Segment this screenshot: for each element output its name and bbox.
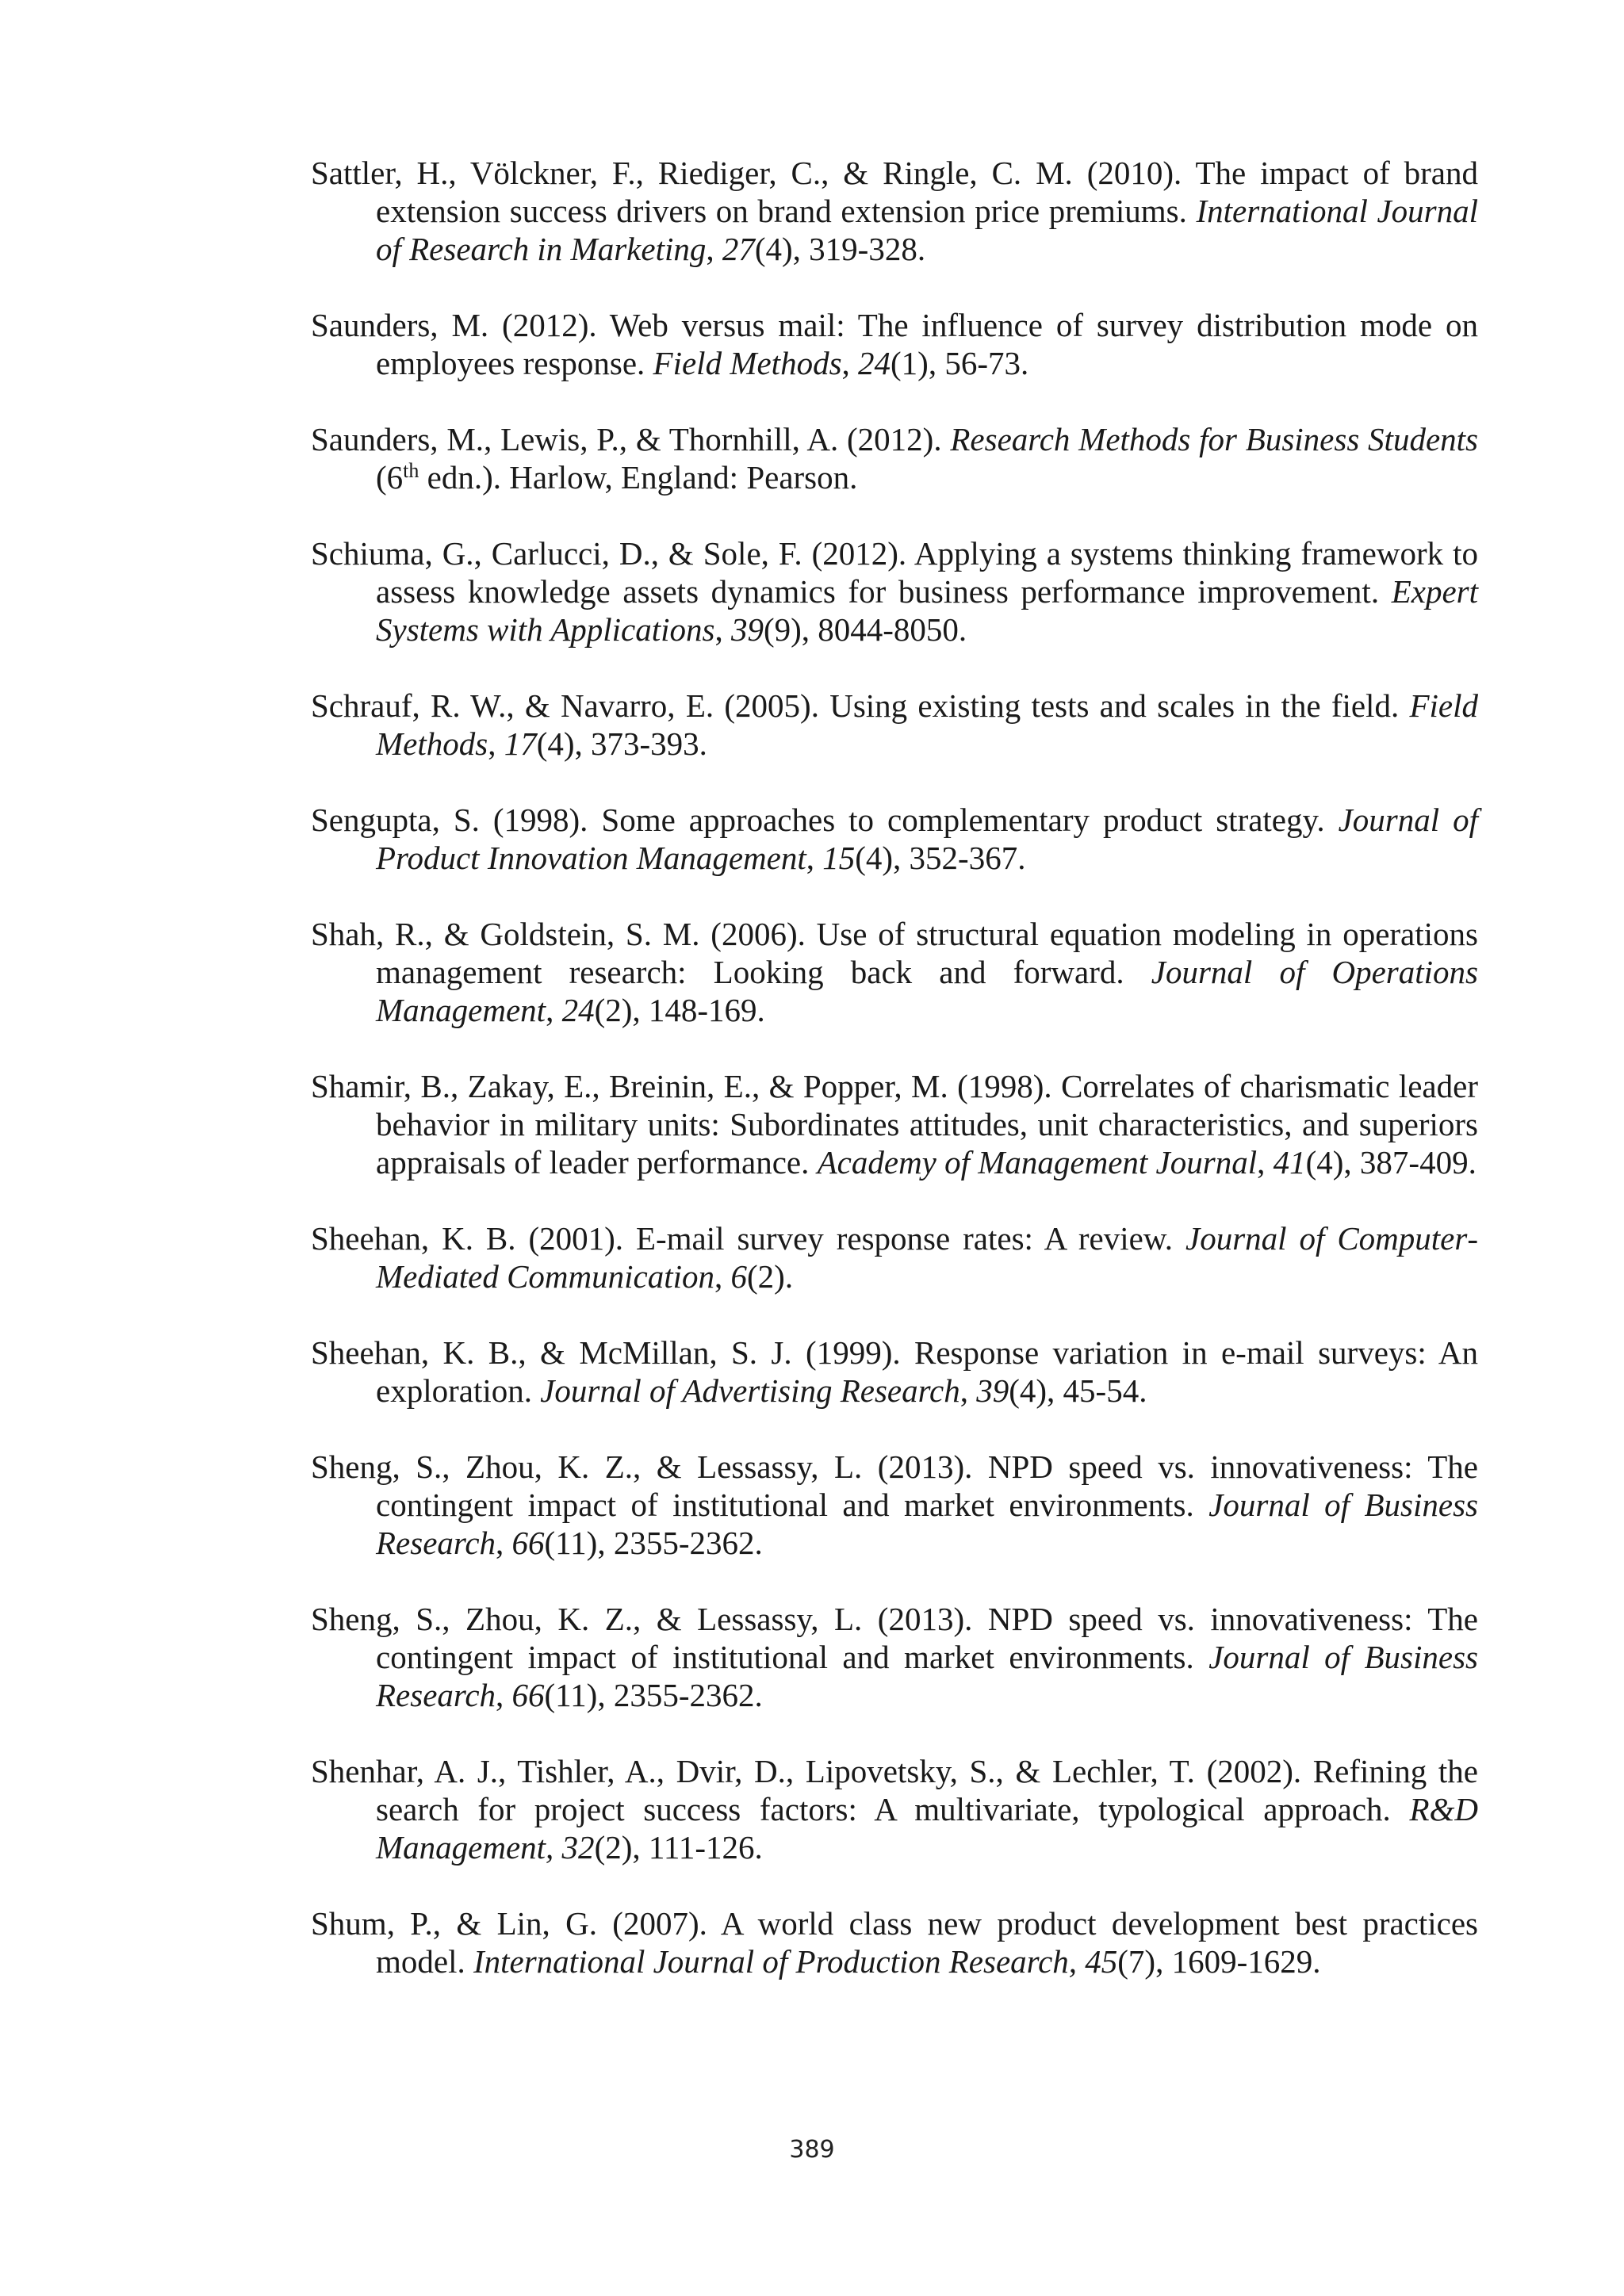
reference-text: edn.). Harlow, England: Pearson. <box>419 459 858 496</box>
italic-text: Academy of Management Journal <box>817 1144 1258 1181</box>
reference-entry <box>311 1752 1478 1866</box>
reference-text: , <box>496 1525 512 1561</box>
reference-entry <box>311 1600 1478 1714</box>
italic-text: 39 <box>730 611 764 648</box>
italic-text: Field Methods <box>653 345 842 381</box>
italic-text: Journal of Product Innovation Management <box>376 802 1478 876</box>
reference-text: (4), 352-367. <box>855 840 1026 876</box>
italic-text: Journal of Advertising Research <box>540 1372 960 1409</box>
italic-text: 39 <box>976 1372 1009 1409</box>
reference-text: Schiuma, G., Carlucci, D., & Sole, F. (2012). Applying a systems thinking framework to assess knowledge assets dynamics for business performance improvement. <box>311 535 1478 610</box>
reference-text: Sattler, H., Völckner, F., Riediger, C., & Ringle, C. M. (2010). The impact of brand extension success drivers on brand extension price premiums. <box>311 155 1478 229</box>
reference-text: Sheng, S., Zhou, K. Z., & Lessassy, L. (2013). NPD speed vs. innovativeness: The contingent impact of institutional and market environments. <box>311 1448 1478 1523</box>
reference-text: (4), 45-54. <box>1009 1372 1147 1409</box>
reference-text: (4), 319-328. <box>754 231 926 267</box>
italic-text: Journal of Operations Management <box>376 954 1478 1028</box>
reference-text: , <box>714 1258 731 1295</box>
reference-entry <box>311 801 1478 877</box>
reference-text: (11), 2355-2362. <box>544 1525 763 1561</box>
reference-text: , <box>488 725 504 762</box>
reference-text: Shah, R., & Goldstein, S. M. (2006). Use of structural equation modeling in operations management research: Looking back and forward. <box>311 916 1478 990</box>
reference-list <box>311 154 1478 2019</box>
reference-text: , <box>841 345 859 381</box>
italic-text: Research Methods for Business Students <box>950 421 1478 457</box>
italic-text: Expert Systems with Applications <box>376 573 1478 648</box>
reference-text: , <box>959 1372 977 1409</box>
reference-entry <box>311 154 1478 268</box>
reference-text: (11), 2355-2362. <box>544 1677 763 1713</box>
reference-text: (1), 56-73. <box>891 345 1029 381</box>
reference-text: (2). <box>747 1258 794 1295</box>
superscript-text: th <box>403 459 419 482</box>
italic-text: 41 <box>1273 1144 1306 1181</box>
reference-text: Sheehan, K. B. (2001). E-mail survey response rates: A review. <box>311 1220 1185 1257</box>
reference-text: (9), 8044-8050. <box>763 611 967 648</box>
reference-entry <box>311 1904 1478 1980</box>
italic-text: 66 <box>511 1525 545 1561</box>
italic-text: Field Methods <box>376 687 1478 762</box>
reference-text: Shum, P., & Lin, G. (2007). A world class new product development best practices model. <box>311 1905 1478 1980</box>
page-number: 389 <box>789 2136 835 2164</box>
reference-text: Sengupta, S. (1998). Some approaches to complementary product strategy. <box>311 802 1339 838</box>
reference-entry <box>311 687 1478 763</box>
reference-entry <box>311 534 1478 649</box>
reference-text: Schrauf, R. W., & Navarro, E. (2005). Using existing tests and scales in the field. <box>311 687 1410 724</box>
reference-entry <box>311 1067 1478 1181</box>
reference-entry <box>311 1219 1478 1295</box>
reference-text: (6 <box>376 459 404 496</box>
reference-text: , <box>1257 1144 1274 1181</box>
reference-entry <box>311 1448 1478 1562</box>
italic-text: 66 <box>511 1677 545 1713</box>
italic-text: International Journal of Production Research, 45 <box>473 1943 1118 1980</box>
italic-text: 24 <box>561 992 595 1028</box>
reference-entry <box>311 1334 1478 1410</box>
reference-text: , <box>496 1677 512 1713</box>
reference-text: (2), 111-126. <box>594 1829 763 1866</box>
reference-text: , <box>546 992 562 1028</box>
italic-text: Journal of Business Research <box>376 1487 1479 1561</box>
reference-text: Shamir, B., Zakay, E., Breinin, E., & Popper, M. (1998). Correlates of charismatic leader behavior in military units: Subordinates attitudes, unit characteristics, and superiors appraisals of leader performance. <box>311 1068 1478 1181</box>
reference-text: (2), 148-169. <box>594 992 765 1028</box>
reference-entry <box>311 420 1478 496</box>
reference-text: (4), 387-409. <box>1305 1144 1477 1181</box>
italic-text: R&D Management, 32 <box>376 1791 1478 1866</box>
reference-text: (4), 373-393. <box>536 725 707 762</box>
reference-text: , <box>714 611 731 648</box>
reference-text: Sheng, S., Zhou, K. Z., & Lessassy, L. (2013). NPD speed vs. innovativeness: The contingent impact of institutional and market environments. <box>311 1601 1478 1675</box>
reference-entry <box>311 306 1478 382</box>
italic-text: 15 <box>822 840 856 876</box>
italic-text: Journal of Business Research <box>376 1639 1479 1713</box>
italic-text: International Journal of Research in Marketing <box>376 193 1478 267</box>
reference-text: Sheehan, K. B., & McMillan, S. J. (1999). Response variation in e-mail surveys: An exploration. <box>311 1334 1478 1409</box>
italic-text: 24 <box>858 345 891 381</box>
reference-text: (7), 1609-1629. <box>1117 1943 1321 1980</box>
italic-text: Journal of Computer‐Mediated Communication <box>376 1220 1478 1295</box>
reference-text: Shenhar, A. J., Tishler, A., Dvir, D., Lipovetsky, S., & Lechler, T. (2002). Refining the search for project success factors: A multivariate, typological approach. <box>311 1753 1478 1827</box>
reference-text: , <box>806 840 823 876</box>
italic-text: 27 <box>722 231 755 267</box>
italic-text: 17 <box>504 725 537 762</box>
reference-text: Saunders, M. (2012). Web versus mail: The influence of survey distribution mode on employees response. <box>311 307 1478 381</box>
reference-text: , <box>706 231 722 267</box>
reference-entry <box>311 915 1478 1029</box>
reference-text: Saunders, M., Lewis, P., & Thornhill, A. (2012). <box>311 421 951 457</box>
italic-text: 6 <box>730 1258 748 1295</box>
